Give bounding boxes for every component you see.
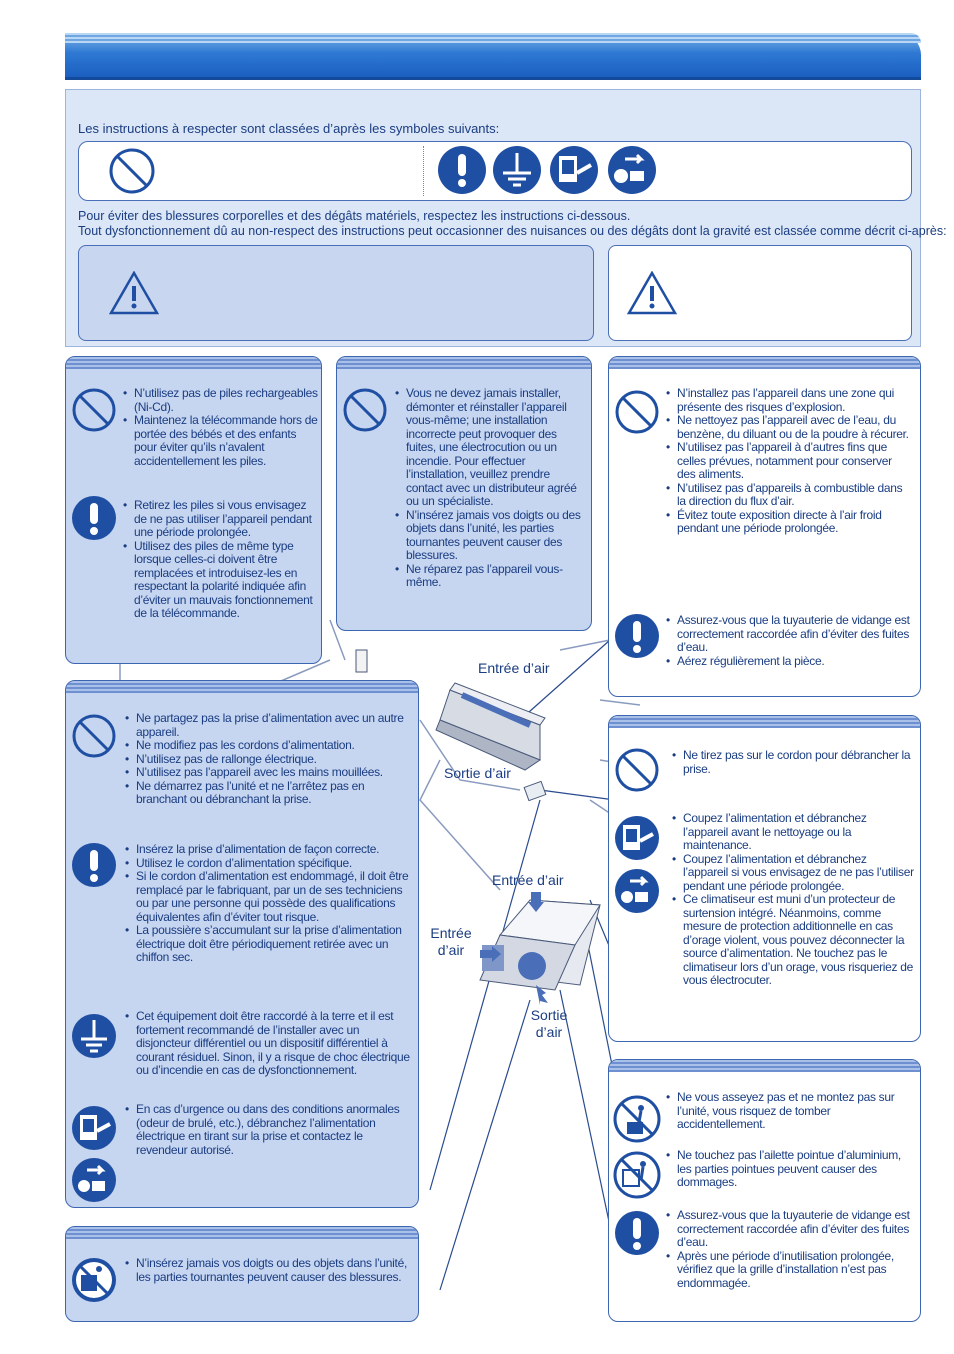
list-item: • Assurez-vous que la tuyauterie de vidange est correctement raccordée afin d’éviter des fuites d’eau. [666,614,912,655]
mandatory-icon [614,613,660,659]
outdoor-intake-top-label: Entrée d’air [492,872,564,888]
indoor-outlet-label: Sortie d’air [444,765,511,781]
intro-line-1: Pour éviter des blessures corporelles et des dégâts matériels, respectez les instructions ci-dessous. [78,209,631,223]
outdoor-outlet-label: Sortie d’air [530,1007,568,1040]
power-unplug-list [125,1103,410,1157]
list-item: • Ne modifiez pas les cordons d’alimentation. [125,739,410,753]
list-item: • Retirez les piles si vous envisagez de ne pas utiliser l’appareil pendant une période prolongée. [123,499,318,540]
list-item: • Aérez régulièrement la pièce. [666,655,912,669]
switch-off-icon [549,145,599,195]
list-item: • Ce climatiseur est muni d’un protecteur de surtension intégré. Néanmoins, comme mesure de protection additionnelle en cas d’orage violent, vous pouvez déconnecter la source d’alimentation. Ne touchez pas le climatiseur lors d’un orage, vous risqueriez de vous électrocuter. [672,893,914,988]
list-item: • Ne tirez pas sur le cordon pour débrancher la prise. [672,749,914,776]
list-item: • Ne réparez pas l’appareil vous-même. [395,563,589,590]
list-item: • N’utilisez pas l’appareil avec les mains mouillées. [125,766,410,780]
indoor-unit [436,683,545,770]
earth-icon [492,145,542,195]
list-item: • N’insérez jamais vos doigts ou des objets dans l’unité, les parties tournantes peuvent causer des blessures. [125,1257,410,1284]
switch-off-icon [71,1105,117,1151]
list-item: • Maintenez la télécommande hors de portée des bébés et des enfants pour éviter qu’ils n’avalent accidentellement les piles. [123,414,318,468]
list-item: • En cas d’urgence ou dans des conditions anormales (odeur de brulé, etc.), débranchez l’alimentation électrique en tirant sur la prise et contactez le revendeur autorisé. [125,1103,410,1157]
prohibition-icon [342,387,388,433]
list-item: • Coupez l’alimentation et débranchez l’appareil si vous envisagez de ne pas l’utiliser pendant une période prolongée. [672,853,914,894]
list-item: • Ne nettoyez pas l’appareil avec de l’eau, du benzène, du diluant ou de la poudre à récurer. [666,414,912,441]
unplug-icon [607,145,657,195]
power-earth-list [125,1010,410,1078]
list-item: • Ne vous asseyez pas et ne montez pas sur l’unité, vous risquez de tomber accidentellement. [666,1091,912,1132]
plug-prohibit-list [672,749,914,776]
no-climbing-icon [612,1094,662,1144]
indoor-prohibit-list [666,387,912,536]
prohibition-icon [614,389,660,435]
caution-triangle-icon [627,271,677,315]
indoor-intake-label: Entrée d’air [478,660,550,676]
list-item: • Cet équipement doit être raccordé à la terre et il est fortement recommandé de l’installer avec un disjoncteur différentiel ou un dispositif différentiel à courant résiduel. Sinon, il y a risque de choc électrique ou d’incendie en cas de dysfonctionnement. [125,1010,410,1078]
intro-line-2: Tout dysfonctionnement dû au non-respect des instructions peut occasionner des nuisances ou des dégâts dont la gravité est classée comme décrit ci-après: [78,224,947,238]
prohibition-icon [71,713,117,759]
remote-control [356,650,367,672]
indoor-must-list [666,614,912,668]
list-item: • N’utilisez pas de piles rechargeables (Ni-Cd). [123,387,318,414]
list-item: • Insérez la prise d’alimentation de façon correcte. [125,843,410,857]
list-item: • Utilisez le cordon d’alimentation spécifique. [125,857,410,871]
list-item: • Ne touchez pas l’ailette pointue d’aluminium, les parties pointues peuvent causer des dommages. [666,1149,912,1190]
list-item: • N’utilisez pas de rallonge électrique. [125,753,410,767]
outdoor-fan-list [125,1257,410,1284]
list-item: • Après une période d’inutilisation prolongée, vérifiez que la grille d’installation n’est pas endommagée. [666,1250,912,1291]
list-item: • N’utilisez pas d’appareils à combustible dans la direction du flux d’air. [666,482,912,509]
power-must-list [125,843,410,965]
earth-icon [71,1013,117,1059]
title-banner [65,33,921,80]
list-item: • Coupez l’alimentation et débranchez l’appareil avant le nettoyage ou la maintenance. [672,812,914,853]
unplug-icon [71,1157,117,1203]
mandatory-icon [614,1210,660,1256]
outdoor-unit [480,900,600,990]
outdoor-intake-side-label: Entrée d’air [430,925,472,958]
outdoor-must-list [666,1209,912,1290]
list-item: • La poussière s’accumulant sur la prise d’alimentation électrique doit être périodiquement retirée avec un chiffon sec. [125,924,410,965]
mandatory-icon [71,842,117,888]
plug-must-list [672,812,914,988]
prohibition-icon [108,147,156,195]
prohibition-icon [71,387,117,433]
symbols-intro-text: Les instructions à respecter sont classées d’après les symboles suivants: [78,121,500,136]
list-item: • Évitez toute exposition directe à l’air froid pendant une période prolongée. [666,509,912,536]
unplug-icon [614,868,660,914]
remote-must-list [123,499,318,621]
install-prohibit-list [395,387,589,590]
switch-off-icon [614,815,660,861]
outdoor-touch-list [666,1149,912,1190]
list-item: • Vous ne devez jamais installer, démonter et réinstaller l’appareil vous-même; une installation incorrecte peut provoquer des fuites, une électrocution ou un incendie. Pour effectuer l’installation, veuillez prendre contact avec un distributeur agréé ou un spécialiste. [395,387,589,509]
remote-prohibit-list [123,387,318,468]
list-item: • Si le cordon d’alimentation est endommagé, il doit être remplacé par le fabriquant, par un de ses techniciens ou par une personne qui possède des qualifications équivalentes afin d’éviter tout risque. [125,870,410,924]
no-touch-fin-icon [612,1150,662,1200]
list-item: • Utilisez des piles de même type lorsque celles-ci doivent être remplacées et introduisez-les en respectant la polarité indiquée afin d’éviter un mauvais fonctionnement de la télécommande. [123,540,318,621]
list-item: • N’utilisez pas l’appareil à d’autres fins que celles prévues, notamment pour conserver des aliments. [666,441,912,482]
list-item: • Ne démarrez pas l’unité et ne l’arrêtez pas en branchant ou débranchant la prise. [125,780,410,807]
mandatory-icon [437,145,487,195]
mandatory-icon [71,495,117,541]
no-fingers-icon [71,1257,117,1303]
list-item: • Ne partagez pas la prise d’alimentation avec un autre appareil. [125,712,410,739]
prohibition-icon [614,747,660,793]
outdoor-climb-list [666,1091,912,1132]
list-item: • N’insérez jamais vos doigts ou des objets dans l’unité, les parties tournantes peuvent causer des blessures. [395,509,589,563]
legend-divider [423,146,424,196]
warning-triangle-icon [109,271,159,315]
list-item: • N’installez pas l’appareil dans une zone qui présente des risques d’explosion. [666,387,912,414]
power-prohibit-list [125,712,410,807]
list-item: • Assurez-vous que la tuyauterie de vidange est correctement raccordée afin d’éviter des fuites d’eau. [666,1209,912,1250]
